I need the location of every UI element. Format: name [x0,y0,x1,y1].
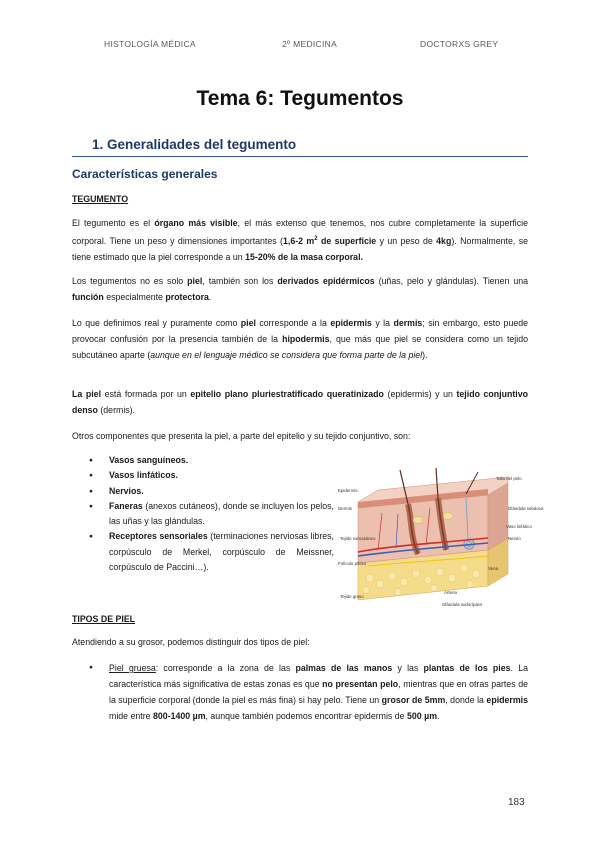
label-tejido-graso: Tejido graso [340,594,364,599]
tipos-intro: Atendiendo a su grosor, podemos distinguir dos tipos de piel: [72,637,310,647]
label-tallo: Tallo del pelo [496,476,522,481]
paragraph-5: Otros componentes que presenta la piel, a parte del epitelio y su tejido conjuntivo, son: [72,431,411,441]
section-title: Generalidades del tegumento [107,137,297,152]
list-item: ● Piel gruesa: corresponde a la zona de las palmas de las manos y las plantas de los pies. La característica más significativa de estas zonas es que no presentan pelo, mientras que en otras partes de la superficie corporal (donde la piel es más fina) si hay pelo. Tiene un grosor de 5mm, donde la epidermis mide entre 800-1400 µm, aunque también podemos encontrar epidermis de 500 µm. [72,660,528,724]
list-item: ● Vasos linfáticos. [72,468,334,483]
paragraph-2: Los tegumentos no es solo piel, también son los derivados epidérmicos (uñas, pelo y glándulas). Tienen una función especialmente protectora. [72,276,528,302]
tegumento-label: TEGUMENTO [72,194,129,204]
page-number: 183 [508,797,525,808]
header-right: DOCTORXS GREY [420,39,499,49]
label-glandula-sebacea: Glándula sebácea [508,506,544,511]
list-item: ● Receptores sensoriales (terminaciones nerviosas libres, corpúsculo de Merkel, corpúsculo de Meissner, corpúsculo de Paccini…). [72,529,334,575]
label-foliculo: Folículo piloso [338,561,367,566]
subsection-heading: Características generales [72,167,218,181]
page-title: Tema 6: Tegumentos [196,87,404,110]
label-nervio: Nervio [508,536,521,541]
skin-types-list [72,660,528,724]
label-vena: Vena [488,566,499,571]
section-divider [72,156,528,157]
label-glandula-sudoripara: Glándula sudorípara [442,602,482,607]
header-center: 2º MEDICINA [282,39,338,49]
paragraph-3: Lo que definimos real y puramente como piel corresponde a la epidermis y la dermis; sin embargo, esto puede provocar confusión por la presencia también de la hipodermis, que más que piel se considera como un tejido subcutáneo aparte (aunque en el lenguaje médico se considera que forma parte de la piel). [72,318,529,360]
list-item: ● Vasos sanguíneos. [72,453,334,468]
label-dermis: Dermis [338,506,352,511]
label-arteria: Arteria [444,590,457,595]
paragraph-4: La piel está formada por un epitelio plano pluriestratificado queratinizado (epidermis) y un tejido conjuntivo denso (dermis). [72,389,529,415]
header-left: HISTOLOGÍA MÉDICA [104,39,196,49]
section-number: 1. [92,137,104,152]
label-vaso-linfatico: Vaso linfático [506,524,532,529]
section-heading [92,137,296,152]
list-item: ● Nervios. [72,484,334,499]
label-epidermis: Epidermis [338,488,358,493]
tipos-label: TIPOS DE PIEL [72,614,136,624]
paragraph-1: El tegumento es el órgano más visible, el más extenso que tenemos, nos cubre completamente la superficie corporal. Tiene un peso y dimensiones importantes (1,6-2 $m^2$ de superficie y un peso de 4kg). Normalmente, se tiene estimado que la piel corresponde a un 15-20% de la masa corporal. [72,218,529,262]
components-list [72,453,334,575]
skin-diagram [338,468,544,608]
label-tejido-subcutaneo: Tejido subcutáneo [340,536,376,541]
list-item: ● Faneras (anexos cutáneos), donde se incluyen los pelos, las uñas y las glándulas. [72,499,334,530]
